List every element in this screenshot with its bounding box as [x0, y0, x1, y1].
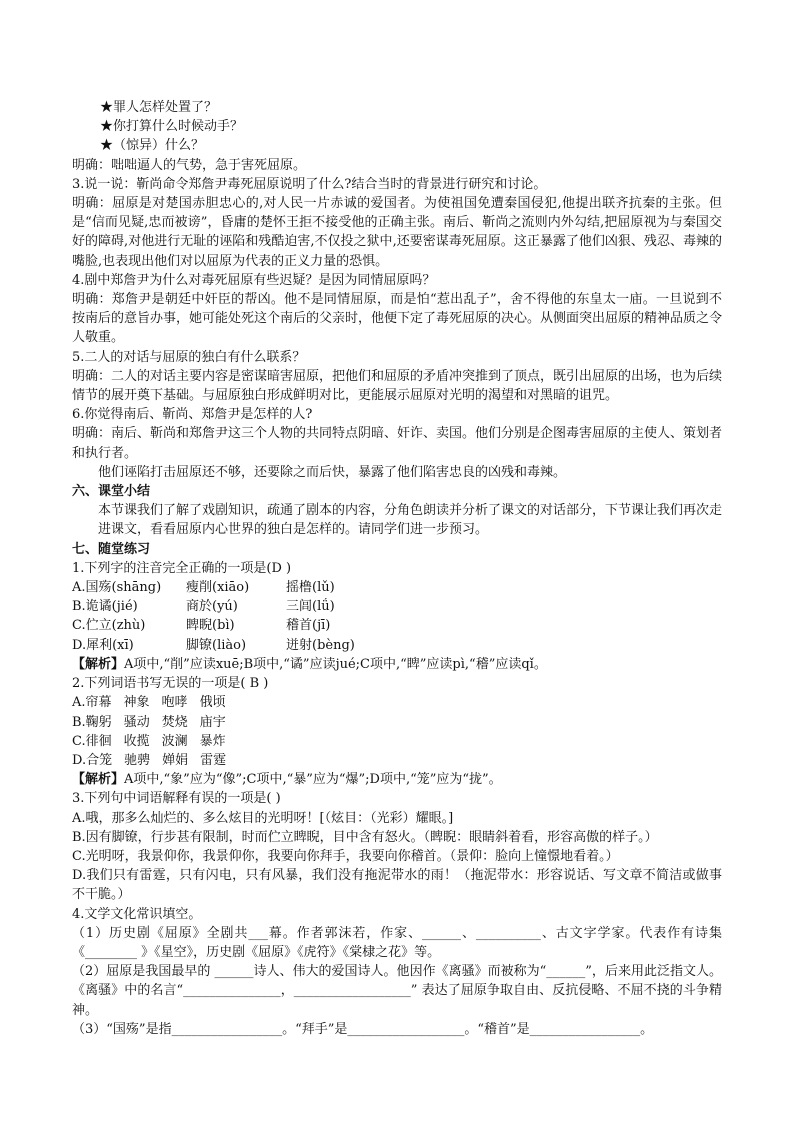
option-item: 骚动 — [123, 714, 150, 730]
option-item: D.合笼 — [72, 752, 113, 768]
exercise-2-option-a — [72, 693, 722, 712]
question-4: 4.剧中郑詹尹为什么对毒死屈原有些迟疑？是因为同情屈原吗？ — [72, 272, 436, 288]
exercise-2-option-d — [72, 751, 722, 770]
answer-4: 明确：郑詹尹是朝廷中奸臣的帮凶。他不是同情屈原，而是怕“惹出乱子”，舍不得他的东皇太一庙。一旦说到不按南后的意旨办事，她可能处死这个南后的父亲时，他便下定了毒死屈原的决心。从侧面突出屈原的精神品质之令人敬重。 — [72, 292, 723, 346]
answer-3: 明确：屈原是对楚国赤胆忠心的,对人民一片赤诚的爱国者。为使祖国免遭秦国侵犯,他提出联齐抗秦的主张。但是“信而见疑,忠而被谤”，昏庸的楚怀王拒不接受他的正确主张。南后、靳尚之流则内外勾结,把屈原视为与秦国交好的障碍,对他进行无耻的诬陷和残酷迫害,不仅投之狱中,还要密谋毒死屈原。这正暴露了他们凶狠、残忍、毒辣的嘴脸,也表现出他们对以屈原为代表的正义力量的恐惧。 — [72, 196, 722, 269]
analysis-label: 【解析】 — [72, 656, 125, 672]
exercise-3-option-d: D.我们只有雷霆，只有闪电，只有风暴，我们没有拖泥带水的雨！（拖泥带水：形容说话、写文章不简洁或做事不干脆。） — [72, 868, 722, 903]
option-item: 俄顷 — [199, 695, 226, 711]
question-line: ★你打算什么时候动手？ — [100, 119, 244, 135]
option-item: A.国殇(shāng) — [72, 580, 162, 596]
answer-6-continued: 他们诬陷打击屈原还不够，还要除之而后快，暴露了他们陷害忠良的凶残和毒辣。 — [98, 464, 567, 480]
exercise-1-option-a — [72, 578, 722, 597]
option-item: 瘦削(xiāo) — [186, 580, 250, 596]
exercise-3-option-a: A.哦，那多么灿烂的、多么炫目的光明呀！[（炫目：（光彩）耀眼。] — [72, 810, 454, 826]
exercise-1-analysis — [72, 655, 722, 674]
option-item: 三闾(lǘ) — [286, 599, 335, 615]
exercise-2-option-b — [72, 713, 722, 732]
exercise-4-part-3: （3）“国殇”是指_________________。“拜手”是__________________。“稽首”是_________________。 — [72, 1021, 654, 1037]
answer-5: 明确：二人的对话主要内容是密谋暗害屈原，把他们和屈原的矛盾冲突推到了顶点，既引出屈原的出场，也为后续情节的展开奠下基础。与屈原独白形成鲜明对比，更能展示屈原对光明的渴望和对黑暗的诅咒。 — [72, 368, 723, 404]
option-item: 脚镣(liào) — [186, 637, 247, 653]
answer-text: 明确：咄咄逼人的气势，急于害死屈原。 — [72, 157, 307, 173]
exercise-1-option-c — [72, 616, 722, 635]
exercise-4-part-1: （1）历史剧《屈原》全剧共___幕。作者郭沫若，作家、______、__________、古文字学家。代表作有诗集《________ 》《星空》，历史剧《屈原》《虎符》《棠棣之花》等。 — [72, 925, 722, 960]
exercise-2-option-c — [72, 732, 722, 751]
option-item: D.犀利(xī) — [72, 637, 134, 653]
section-heading-exercises: 七、随堂练习 — [72, 541, 151, 557]
exercise-3-option-b: B.因有脚镣，行步甚有限制，时而伫立睥睨，目中含有怒火。（睥睨：眼睛斜着看，形容高傲的样子。） — [72, 829, 658, 845]
option-item: 焚烧 — [161, 714, 188, 730]
exercise-4-part-2: （2）屈原是我国最早的 ______诗人、伟大的爱国诗人。他因作《离骚》而被称为“______”，后来用此泛指文人。《离骚》中的名言“_______________，__________________” 表达了屈原争取自由、反抗侵略、不屈不挠的斗争精神。 — [72, 964, 722, 1018]
option-item: 商於(yú) — [186, 599, 238, 615]
option-item: 驰骋 — [124, 752, 151, 768]
analysis-text: A项中,“削”应读xuē;B项中,“谲”应读jué;C项中,“睥”应读pì,“稽”应读qǐ。 — [124, 656, 547, 672]
exercise-4-question: 4.文学文化常识填空。 — [72, 906, 202, 922]
option-item: 睥睨(bì) — [186, 618, 235, 634]
exercise-2-question: 2.下列词语书写无误的一项是( B ) — [72, 676, 269, 692]
option-item: C.徘徊 — [72, 733, 112, 749]
question-line: ★罪人怎样处置了？ — [100, 100, 218, 115]
option-item: 迸射(bèng) — [286, 637, 355, 653]
question-6: 6.你觉得南后、靳尚、郑詹尹是怎样的人? — [72, 407, 313, 423]
option-item: B.诡谲(jié) — [72, 599, 138, 615]
summary-text: 本节课我们了解了戏剧知识，疏通了剧本的内容，分角色朗读并分析了课文的对话部分，下节课让我们再次走进课文，看看屈原内心世界的独白是怎样的。请同学们进一步预习。 — [98, 503, 723, 538]
option-item: 咆哮 — [161, 695, 188, 711]
question-3: 3.说一说：靳尚命令郑詹尹毒死屈原说明了什么?结合当时的背景进行研究和讨论。 — [72, 176, 547, 192]
option-item: 雷霆 — [200, 752, 227, 768]
option-item: 摇橹(lǔ) — [286, 580, 335, 596]
option-item: 神象 — [123, 695, 150, 711]
analysis-text: A项中,“象”应为“像”;C项中,“暴”应为“爆”;D项中,“笼”应为“拢”。 — [124, 772, 502, 788]
exercise-1-option-b — [72, 597, 722, 616]
option-item: B.鞠躬 — [72, 714, 112, 730]
option-item: 波澜 — [161, 733, 188, 749]
document-page — [72, 98, 722, 1039]
analysis-label: 【解析】 — [72, 772, 125, 788]
exercise-1-question: 1.下列字的注音完全正确的一项是(D ) — [72, 560, 292, 576]
option-item: 稽首(jī) — [286, 618, 331, 634]
question-line: ★（惊异）什么？ — [100, 138, 205, 154]
option-item: A.帘幕 — [72, 695, 112, 711]
option-item: 暴炸 — [199, 733, 226, 749]
answer-6: 明确：南后、靳尚和郑詹尹这三个人物的共同特点阴暗、奸诈、卖国。他们分别是企图毒害屈原的主使人、策划者和执行者。 — [72, 426, 723, 461]
option-item: 庙宇 — [199, 714, 226, 730]
question-5: 5.二人的对话与屈原的独白有什么联系？ — [72, 349, 306, 365]
exercise-3-option-c: C.光明呀，我景仰你，我景仰你，我要向你拜手，我要向你稽首。（景仰：脸向上憧憬地看着。） — [72, 848, 619, 864]
option-item: 收揽 — [123, 733, 150, 749]
exercise-1-option-d — [72, 636, 722, 655]
option-item: C.伫立(zhù) — [72, 618, 146, 634]
exercise-3-question: 3.下列句中词语解释有误的一项是( ) — [72, 791, 281, 807]
section-heading-summary: 六、课堂小结 — [72, 484, 151, 500]
option-item: 婵娟 — [162, 752, 189, 768]
exercise-2-analysis — [72, 770, 722, 789]
